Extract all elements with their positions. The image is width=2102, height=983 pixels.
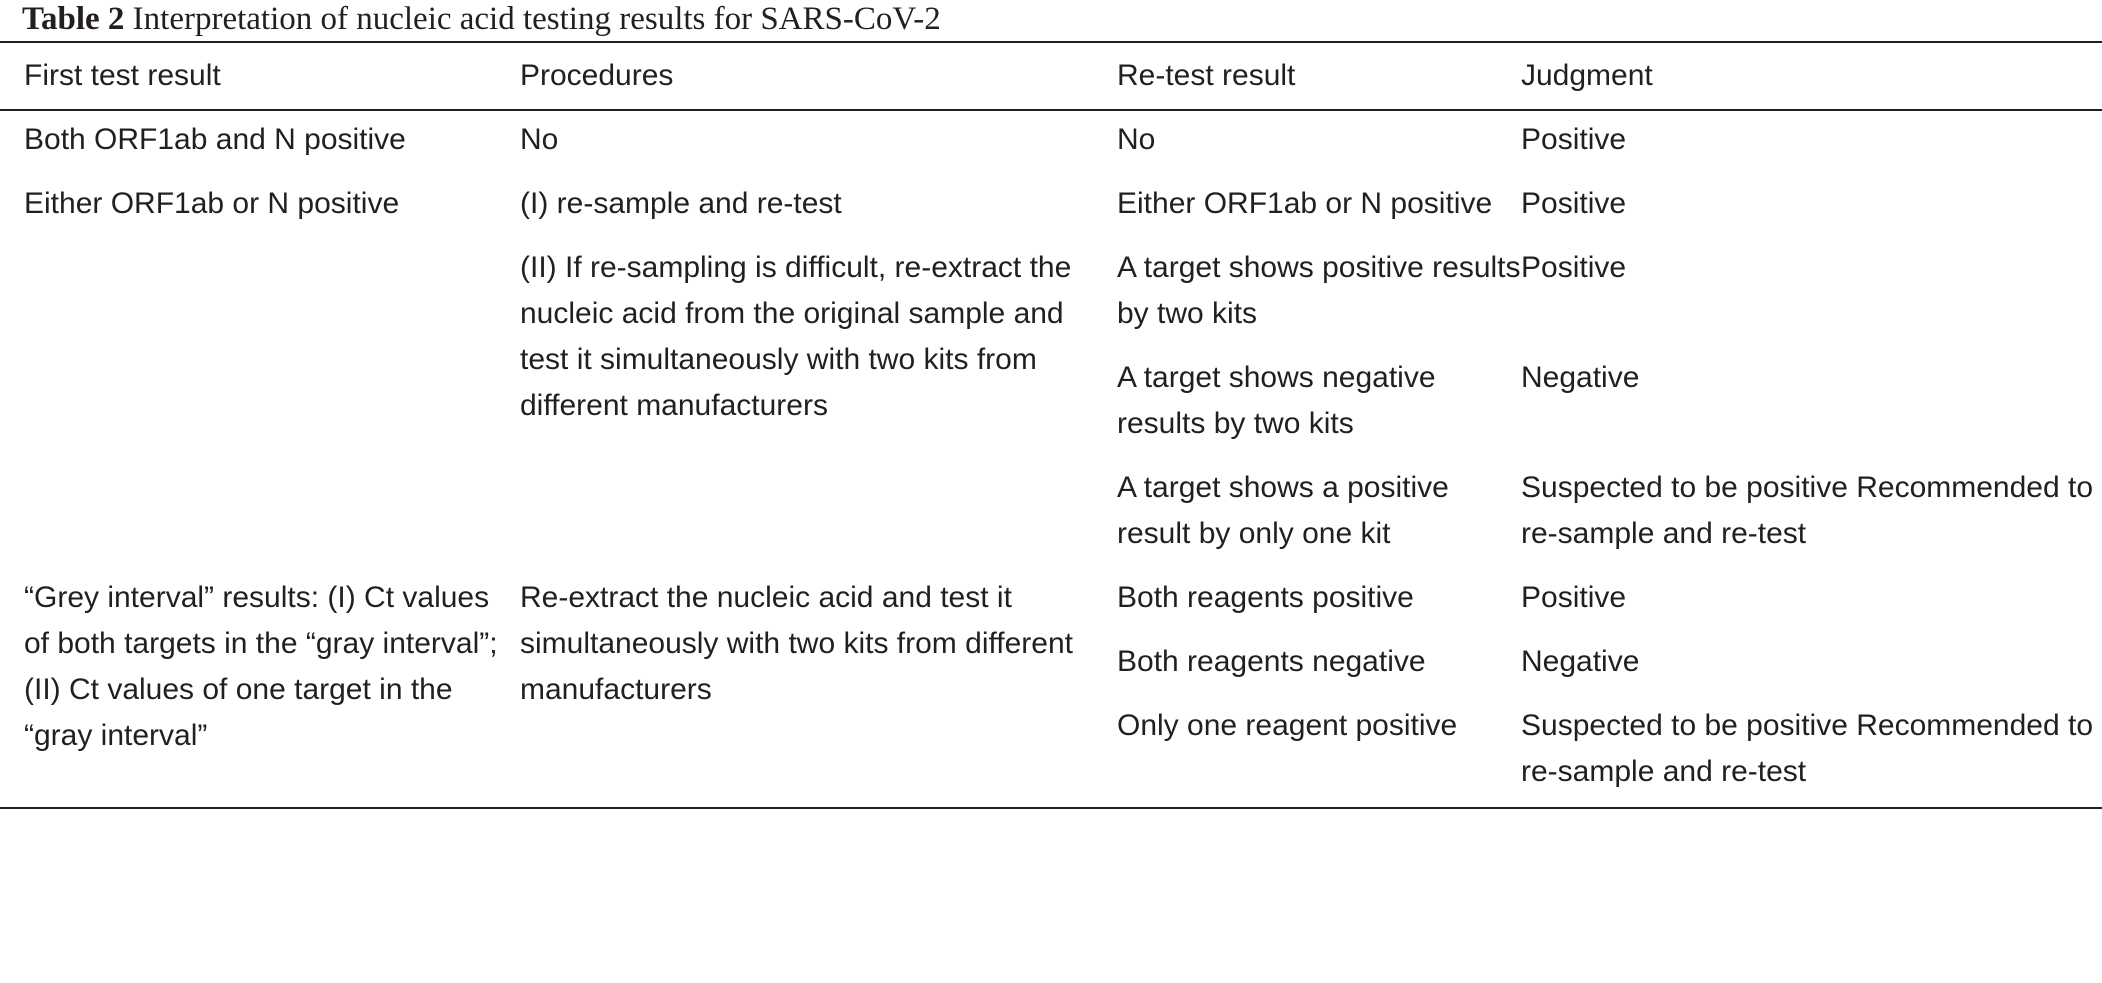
cell-retest-result: No — [1117, 123, 1156, 156]
table-caption — [22, 0, 941, 40]
header-procedures: Procedures — [520, 59, 674, 92]
cell-first-test-result: Either ORF1ab or N positive — [24, 187, 400, 220]
cell-procedure: No — [520, 123, 559, 156]
cell-judgment: Positive — [1521, 251, 1627, 284]
table-row — [0, 175, 2102, 239]
table-title: Interpretation of nucleic acid testing results for SARS-CoV-2 — [132, 1, 941, 37]
header-first-test-result: First test result — [24, 59, 221, 92]
cell-judgment: Negative — [1521, 361, 1640, 394]
cell-procedure: (I) re-sample and re-test — [520, 187, 842, 220]
header-retest-result: Re-test result — [1117, 59, 1296, 92]
cell-retest-result: Both reagents negative — [1117, 645, 1426, 678]
cell-retest-result: Both reagents positive — [1117, 581, 1414, 614]
cell-procedure: (II) If re-sampling is difficult, re-extract the nucleic acid from the original sample and test it simultaneously with two kits from different manufacturers — [520, 251, 1072, 422]
header-judgment: Judgment — [1521, 59, 1653, 92]
cell-retest-result: A target shows positive results by two kits — [1117, 251, 1521, 330]
cell-judgment: Negative — [1521, 645, 1640, 678]
cell-retest-result: Only one reagent positive — [1117, 709, 1458, 742]
results-table — [0, 41, 2102, 809]
cell-judgment: Suspected to be positive Recommended to re-sample and re-test — [1521, 471, 2094, 550]
cell-retest-result: A target shows negative results by two kits — [1117, 361, 1436, 440]
cell-judgment: Positive — [1521, 123, 1627, 156]
cell-first-test-result: Both ORF1ab and N positive — [24, 123, 406, 156]
cell-judgment: Positive — [1521, 187, 1627, 220]
cell-judgment: Positive — [1521, 581, 1627, 614]
cell-retest-result: A target shows a positive result by only one kit — [1117, 471, 1449, 550]
cell-procedure: Re-extract the nucleic acid and test it simultaneously with two kits from different manufacturers — [520, 581, 1073, 706]
table-number: Table 2 — [22, 1, 125, 37]
cell-judgment: Suspected to be positive Recommended to re-sample and re-test — [1521, 709, 2094, 788]
cell-first-test-result: “Grey interval” results: (I) Ct values of both targets in the “gray interval”; (II) Ct values of one target in the “gray interval” — [24, 581, 498, 752]
cell-retest-result: Either ORF1ab or N positive — [1117, 187, 1493, 220]
table-row — [0, 110, 2102, 175]
table-row — [0, 569, 2102, 633]
header-row — [0, 42, 2102, 110]
